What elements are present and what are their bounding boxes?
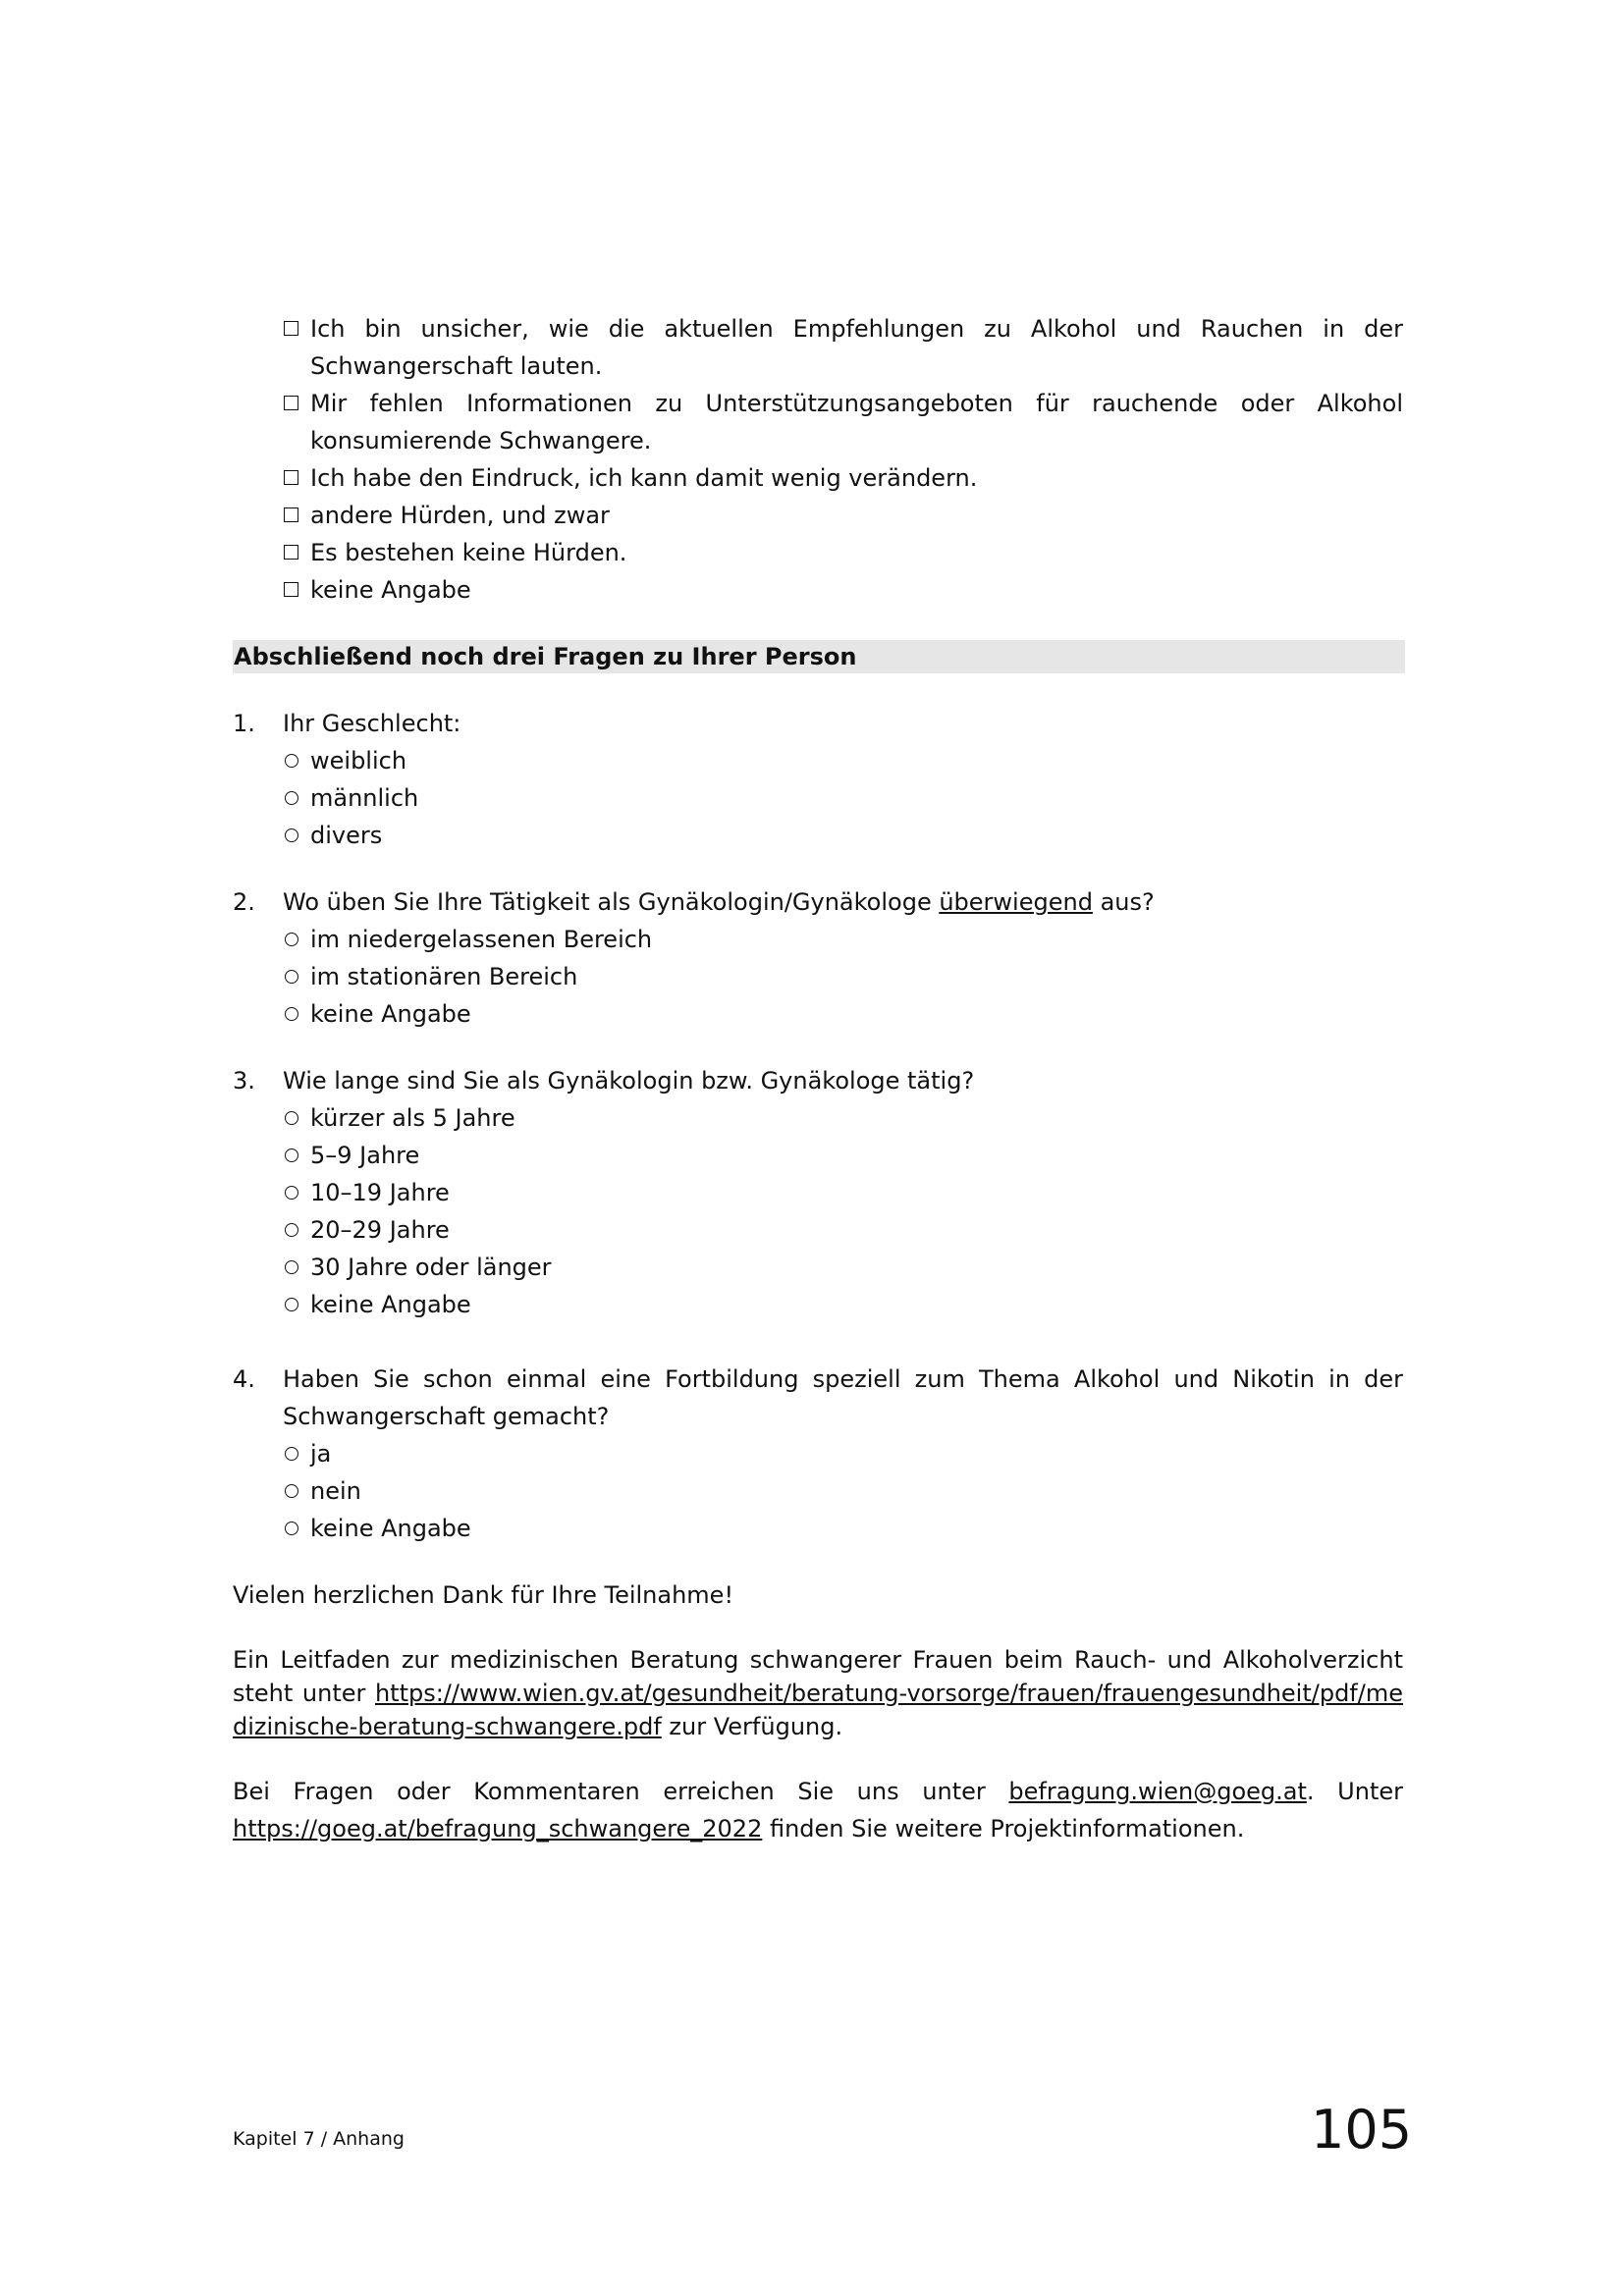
guide-text: Ein Leitfaden zur medizinischen Beratung schwangerer Frauen beim Rauch- und Alkoholverzicht steht unter xyxy=(233,1646,1403,1707)
radio-circle-icon[interactable] xyxy=(285,1484,298,1498)
checkbox-label: Mir fehlen Informationen zu Unterstützungsangeboten für rauchende oder Alkohol konsumierende Schwangere. xyxy=(310,390,1403,454)
hurdles-checkbox-list xyxy=(283,310,1403,609)
guide-text-end: zur Verfügung. xyxy=(661,1713,843,1740)
radio-label: nein xyxy=(310,1477,361,1505)
radio-circle-icon[interactable] xyxy=(285,1223,298,1237)
thanks-text: Vielen herzlichen Dank für Ihre Teilnahme! xyxy=(233,1581,734,1609)
checkbox-label: Ich bin unsicher, wie die aktuellen Empfehlungen zu Alkohol und Rauchen in der Schwangerschaft lauten. xyxy=(310,315,1403,380)
radio-circle-icon[interactable] xyxy=(285,1447,298,1461)
radio-option[interactable] xyxy=(283,1510,1403,1547)
radio-option[interactable] xyxy=(283,817,1403,854)
radio-circle-icon[interactable] xyxy=(285,1186,298,1200)
radio-circle-icon[interactable] xyxy=(285,791,298,805)
question-text xyxy=(283,883,1403,921)
question-number: 1. xyxy=(233,710,255,737)
checkbox-item[interactable] xyxy=(283,571,1403,609)
radio-label: 5–9 Jahre xyxy=(310,1142,420,1169)
radio-circle-icon[interactable] xyxy=(285,1298,298,1311)
checkbox-icon[interactable] xyxy=(284,507,298,522)
footer-chapter: Kapitel 7 / Anhang xyxy=(233,2128,405,2150)
radio-option[interactable] xyxy=(283,1211,1403,1249)
radio-group xyxy=(283,1099,1403,1323)
radio-label: 20–29 Jahre xyxy=(310,1216,450,1244)
radio-label: männlich xyxy=(310,784,419,812)
radio-label: keine Angabe xyxy=(310,1291,471,1318)
question-text: Wie lange sind Sie als Gynäkologin bzw. Gynäkologe tätig? xyxy=(283,1067,975,1095)
radio-option[interactable] xyxy=(283,1472,1403,1510)
checkbox-label: andere Hürden, und zwar xyxy=(310,502,610,529)
question-gender xyxy=(233,705,1403,854)
radio-label: weiblich xyxy=(310,747,407,774)
radio-option[interactable] xyxy=(283,742,1403,779)
checkbox-label: Es bestehen keine Hürden. xyxy=(310,539,627,566)
radio-circle-icon[interactable] xyxy=(285,1148,298,1162)
radio-option[interactable] xyxy=(283,1435,1403,1472)
guide-link[interactable]: https://www.wien.gv.at/gesundheit/beratung-vorsorge/frauen/frauengesundheit/pdf/medizinische-beratung-schwangere.pdf xyxy=(233,1680,1403,1740)
radio-circle-icon[interactable] xyxy=(285,1007,298,1021)
radio-circle-icon[interactable] xyxy=(285,1522,298,1535)
radio-option[interactable] xyxy=(283,779,1403,817)
radio-label: 30 Jahre oder länger xyxy=(310,1254,552,1281)
radio-label: im stationären Bereich xyxy=(310,963,578,990)
radio-option[interactable] xyxy=(283,921,1403,958)
checkbox-icon[interactable] xyxy=(284,321,298,336)
checkbox-icon[interactable] xyxy=(284,545,298,560)
radio-option[interactable] xyxy=(283,1174,1403,1211)
contact-paragraph xyxy=(233,1773,1403,1847)
guide-paragraph xyxy=(233,1643,1403,1743)
contact-text-end: finden Sie weitere Projektinformationen. xyxy=(762,1815,1245,1842)
question-text: Ihr Geschlecht: xyxy=(283,710,461,737)
checkbox-label: Ich habe den Eindruck, ich kann damit wenig verändern. xyxy=(310,464,978,492)
question-workplace xyxy=(233,883,1403,1033)
radio-circle-icon[interactable] xyxy=(285,1260,298,1274)
radio-circle-icon[interactable] xyxy=(285,754,298,768)
question-experience xyxy=(233,1062,1403,1323)
question-number: 2. xyxy=(233,888,255,916)
question-text-part: aus? xyxy=(1092,888,1155,916)
radio-group xyxy=(283,742,1403,854)
radio-option[interactable] xyxy=(283,1249,1403,1286)
radio-group xyxy=(283,1435,1403,1547)
contact-text: Bei Fragen oder Kommentaren erreichen Sie uns unter xyxy=(233,1778,1009,1805)
checkbox-label: keine Angabe xyxy=(310,576,471,604)
radio-option[interactable] xyxy=(283,1286,1403,1323)
checkbox-item[interactable] xyxy=(283,385,1403,459)
question-number: 3. xyxy=(233,1067,255,1095)
section-heading: Abschließend noch drei Fragen zu Ihrer Person xyxy=(233,640,1405,673)
question-text-part: Wo üben Sie Ihre Tätigkeit als Gynäkologin/Gynäkologe xyxy=(283,888,940,916)
project-link[interactable]: https://goeg.at/befragung_schwangere_2022 xyxy=(233,1815,763,1842)
radio-label: kürzer als 5 Jahre xyxy=(310,1104,515,1132)
radio-option[interactable] xyxy=(283,995,1403,1033)
radio-label: keine Angabe xyxy=(310,1515,471,1542)
contact-text-middle: . Unter xyxy=(1306,1778,1403,1805)
question-text-emphasis: überwiegend xyxy=(939,888,1093,916)
radio-group xyxy=(283,921,1403,1033)
checkbox-item[interactable] xyxy=(283,534,1403,571)
radio-circle-icon[interactable] xyxy=(285,1111,298,1125)
checkbox-item[interactable] xyxy=(283,310,1403,385)
email-link[interactable]: befragung.wien@goeg.at xyxy=(1008,1778,1307,1805)
checkbox-icon[interactable] xyxy=(284,396,298,410)
radio-circle-icon[interactable] xyxy=(285,828,298,842)
radio-label: 10–19 Jahre xyxy=(310,1179,450,1206)
radio-label: divers xyxy=(310,822,383,849)
checkbox-item[interactable] xyxy=(283,497,1403,534)
question-text: Haben Sie schon einmal eine Fortbildung speziell zum Thema Alkohol und Nikotin in der Schwangerschaft gemacht? xyxy=(283,1365,1403,1430)
radio-label: keine Angabe xyxy=(310,1000,471,1028)
question-number: 4. xyxy=(233,1365,255,1393)
radio-label: ja xyxy=(310,1440,332,1468)
document-body xyxy=(233,310,1403,1847)
page-number: 105 xyxy=(1311,2099,1413,2161)
radio-option[interactable] xyxy=(283,958,1403,995)
question-training xyxy=(233,1361,1403,1547)
checkbox-icon[interactable] xyxy=(284,582,298,597)
radio-label: im niedergelassenen Bereich xyxy=(310,926,653,953)
radio-circle-icon[interactable] xyxy=(285,970,298,984)
radio-circle-icon[interactable] xyxy=(285,933,298,946)
checkbox-item[interactable] xyxy=(283,459,1403,497)
radio-option[interactable] xyxy=(283,1137,1403,1174)
checkbox-icon[interactable] xyxy=(284,470,298,485)
radio-option[interactable] xyxy=(283,1099,1403,1137)
